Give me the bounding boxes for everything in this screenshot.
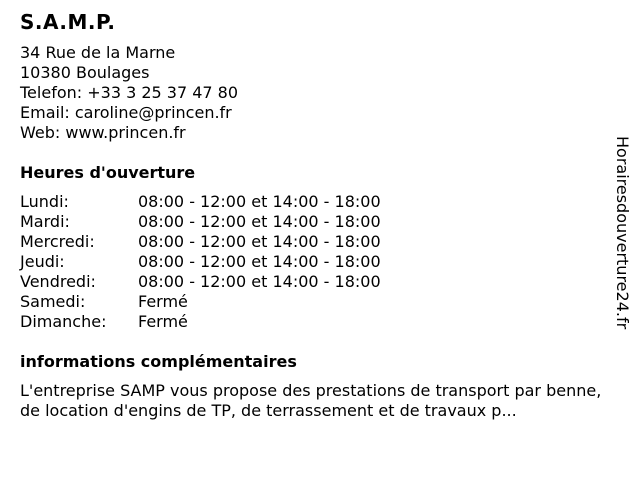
hours-table [20,192,381,332]
day-hours: 08:00 - 12:00 et 14:00 - 18:00 [138,192,381,211]
address-street: 34 Rue de la Marne [20,43,176,62]
day-label: Dimanche: [20,312,107,331]
day-label: Samedi: [20,292,86,311]
business-card [20,10,610,421]
business-name: S.A.M.P. [20,10,116,34]
hours-row [20,212,381,232]
hours-row [20,252,381,272]
day-label: Lundi: [20,192,69,211]
info-title: informations complémentaires [20,352,297,371]
day-label: Mardi: [20,212,70,231]
day-label: Jeudi: [20,252,65,271]
hours-row [20,192,381,212]
day-label: Vendredi: [20,272,96,291]
hours-row [20,272,381,292]
hours-row [20,292,381,312]
hours-title: Heures d'ouverture [20,163,196,182]
day-hours: 08:00 - 12:00 et 14:00 - 18:00 [138,272,381,291]
day-label: Mercredi: [20,232,95,251]
day-hours: 08:00 - 12:00 et 14:00 - 18:00 [138,252,381,271]
day-hours: 08:00 - 12:00 et 14:00 - 18:00 [138,212,381,231]
hours-row [20,312,381,332]
watermark-text: Horairesdouverture24.fr [613,136,632,330]
phone-line: Telefon: +33 3 25 37 47 80 [20,83,239,102]
info-description: L'entreprise SAMP vous propose des prestations de transport par benne, de location d'engins de TP, de terrassement et de travaux p... [20,381,602,420]
web-line: Web: www.princen.fr [20,123,186,142]
hours-row [20,232,381,252]
address-city: 10380 Boulages [20,63,150,82]
day-hours: Fermé [138,292,188,311]
email-line: Email: caroline@princen.fr [20,103,232,122]
day-hours: 08:00 - 12:00 et 14:00 - 18:00 [138,232,381,251]
day-hours: Fermé [138,312,188,331]
